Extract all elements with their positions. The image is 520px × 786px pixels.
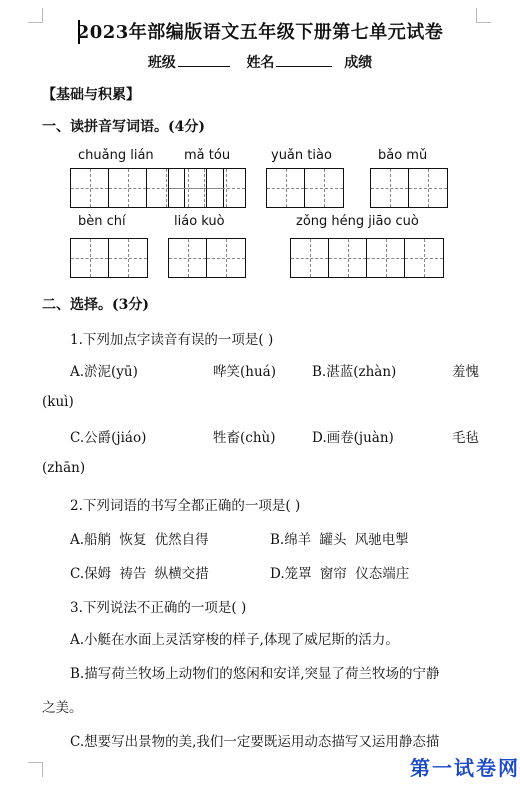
corner-mark-bottom-left (28, 762, 43, 777)
q2-3-option-b: B.描写荷兰牧场上动物们的悠闲和安详,突显了荷兰牧场的宁静 (70, 666, 440, 682)
pinyin-1: chuǎng lián (78, 148, 154, 163)
q2-2-option-d: D.笼罩 窗帘 仪态端庄 (270, 566, 410, 582)
pinyin-3: yuǎn tiào (271, 148, 332, 163)
score-label: 成绩 (344, 55, 373, 71)
q2-3-option-a: A.小艇在水面上灵活穿梭的样子,体现了威尼斯的活力。 (70, 632, 399, 648)
name-label: 姓名 (246, 55, 275, 71)
watermark-logo: 第一试卷网 (410, 756, 520, 780)
page-title: 2023年部编版语文五年级下册第七单元试卷 (76, 22, 444, 43)
writing-grid-2[interactable] (168, 168, 246, 208)
writing-grid-3[interactable] (266, 168, 344, 208)
q2-1-option-c1: C.公爵(jiáo) (70, 430, 147, 446)
q2-1-option-c2: 牲畜(chù) (213, 430, 276, 446)
q2-2-question: 2.下列词语的书写全都正确的一项是( ) (70, 498, 301, 514)
q2-1-option-b1: B.湛蓝(zhàn) (312, 364, 397, 380)
pinyin-6: liáo kuò (174, 214, 225, 229)
q2-1-question: 1.下列加点字读音有误的一项是( ) (70, 332, 274, 348)
q1-heading: 一、读拼音写词语。(4分) (42, 119, 205, 135)
q2-1-option-a2: 哗笑(huá) (213, 364, 276, 380)
q2-1-option-d1: D.画卷(juàn) (312, 430, 394, 446)
class-blank (178, 52, 230, 67)
pinyin-4: bǎo mǔ (378, 148, 428, 163)
student-info-line (0, 52, 520, 72)
writing-grid-7[interactable] (290, 238, 444, 278)
writing-grid-4[interactable] (370, 168, 448, 208)
pinyin-2: mǎ tóu (184, 148, 231, 163)
q2-3-option-c: C.想要写出景物的美,我们一定要既运用动态描写又运用静态描 (70, 734, 440, 750)
q2-3-question: 3.下列说法不正确的一项是( ) (70, 600, 247, 616)
section-basic-heading: 【基础与积累】 (42, 87, 140, 103)
q2-1-option-d2-pinyin: (zhān) (42, 460, 86, 476)
name-blank (276, 52, 332, 67)
pinyin-7: zǒng héng jiāo cuò (296, 214, 419, 229)
q2-2-option-c: C.保姆 祷告 纵横交措 (70, 566, 209, 582)
q2-1-option-b2: 羞愧 (452, 364, 479, 380)
pinyin-5: bèn chí (78, 214, 126, 229)
q2-1-option-b2-pinyin: (kuì) (42, 394, 74, 410)
q2-3-option-b-cont: 之美。 (42, 700, 83, 716)
writing-grid-6[interactable] (168, 238, 246, 278)
q2-2-option-a: A.船艄 恢复 优然自得 (70, 532, 209, 548)
q2-2-option-b: B.绵羊 罐头 风驰电掣 (270, 532, 409, 548)
q2-heading: 二、选择。(3分) (42, 297, 149, 313)
q2-1-option-d2: 毛毡 (452, 430, 479, 446)
writing-grid-5[interactable] (70, 238, 148, 278)
q2-1-option-a1: A.淤泥(yū) (70, 364, 138, 380)
class-label: 班级 (147, 55, 176, 71)
